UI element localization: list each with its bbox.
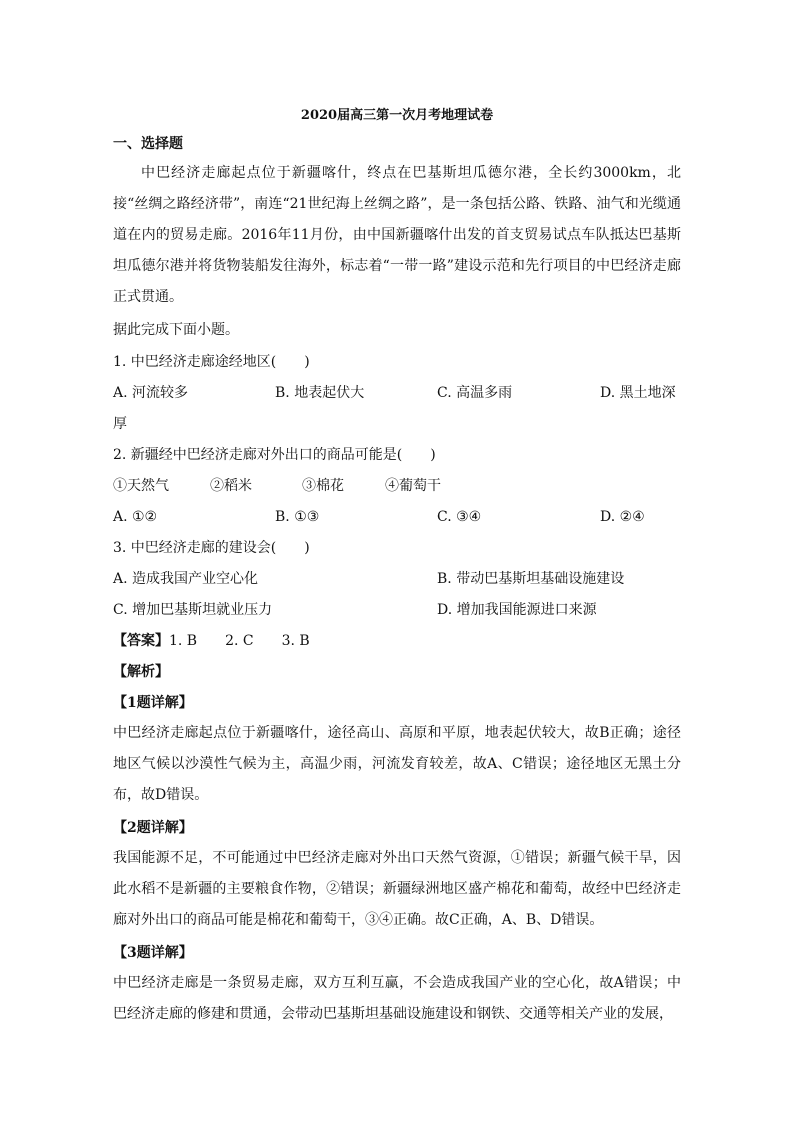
- question-2-item-1: ①天然气: [113, 478, 169, 494]
- section-heading: 一、选择题: [113, 136, 183, 152]
- question-3-option-d: D. 增加我国能源进口来源: [437, 602, 597, 618]
- question-2-option-c: C. ③④: [437, 509, 482, 525]
- question-3-stem: 3. 中巴经济走廊的建设会( ): [113, 540, 310, 556]
- answer-text: 1. B 2. C 3. B: [169, 633, 310, 649]
- instruction: 据此完成下面小题。: [113, 322, 239, 338]
- question-1-option-d-wrap: 厚: [113, 416, 127, 432]
- page-title: 2020届高三第一次月考地理试卷: [300, 108, 494, 123]
- question-3-option-b: B. 带动巴基斯坦基础设施建设: [437, 571, 625, 587]
- answer-label: 【答案】: [113, 633, 169, 649]
- question-2-item-3: ③棉花: [302, 478, 344, 494]
- detail-3-heading: 【3题详解】: [113, 945, 193, 961]
- detail-1-text: 中巴经济走廊起点位于新疆喀什，途径高山、高原和平原，地表起伏较大，故B正确；途径地区气候以沙漠性气候为主，高温少雨，河流发育较差，故A、C错误；途径地区无黑土分布，故D错误。: [113, 725, 681, 803]
- question-1-stem: 1. 中巴经济走廊途经地区( ): [113, 354, 310, 370]
- detail-3-text: 中巴经济走廊是一条贸易走廊，双方互利互赢，不会造成我国产业的空心化，故A错误；中巴经济走廊的修建和贯通，会带动巴基斯坦基础设施建设和钢铁、交通等相关产业的发展，: [113, 975, 681, 1022]
- question-1-option-d: D. 黑土地深: [600, 385, 676, 401]
- question-2-option-b: B. ①③: [275, 509, 320, 525]
- question-2-item-4: ④葡萄干: [385, 478, 441, 494]
- question-3-option-a: A. 造成我国产业空心化: [113, 571, 259, 587]
- question-2-option-d: D. ②④: [600, 509, 645, 525]
- analysis-label: 【解析】: [113, 664, 169, 680]
- question-1-option-b: B. 地表起伏大: [275, 385, 365, 401]
- detail-2-heading: 【2题详解】: [113, 820, 193, 836]
- detail-1-heading: 【1题详解】: [113, 695, 193, 711]
- question-1-option-a: A. 河流较多: [113, 385, 189, 401]
- question-2-stem: 2. 新疆经中巴经济走廊对外出口的商品可能是( ): [113, 447, 436, 463]
- question-2-item-2: ②稻米: [210, 478, 252, 494]
- detail-2-text: 我国能源不足，不可能通过中巴经济走廊对外出口天然气资源，①错误；新疆气候干旱，因此水稻不是新疆的主要粮食作物，②错误；新疆绿洲地区盛产棉花和葡萄，故经中巴经济走廊对外出口的商品可能是棉花和葡萄干，③④正确。故C正确，A、B、D错误。: [113, 850, 681, 928]
- question-1-option-c: C. 高温多雨: [437, 385, 513, 401]
- passage: 中巴经济走廊起点位于新疆喀什，终点在巴基斯坦瓜德尔港，全长约3000km，北接“丝绸之路经济带”，南连“21世纪海上丝绸之路”，是一条包括公路、铁路、油气和光缆通道在内的贸易走廊。2016年11月份，由中国新疆喀什出发的首支贸易试点车队抵达巴基斯坦瓜德尔港并将货物装船发往海外，标志着“一带一路”建设示范和先行项目的中巴经济走廊正式贯通。: [113, 165, 681, 305]
- answer-line: [113, 631, 310, 651]
- question-3-option-c: C. 增加巴基斯坦就业压力: [113, 602, 273, 618]
- question-2-option-a: A. ①②: [113, 509, 158, 525]
